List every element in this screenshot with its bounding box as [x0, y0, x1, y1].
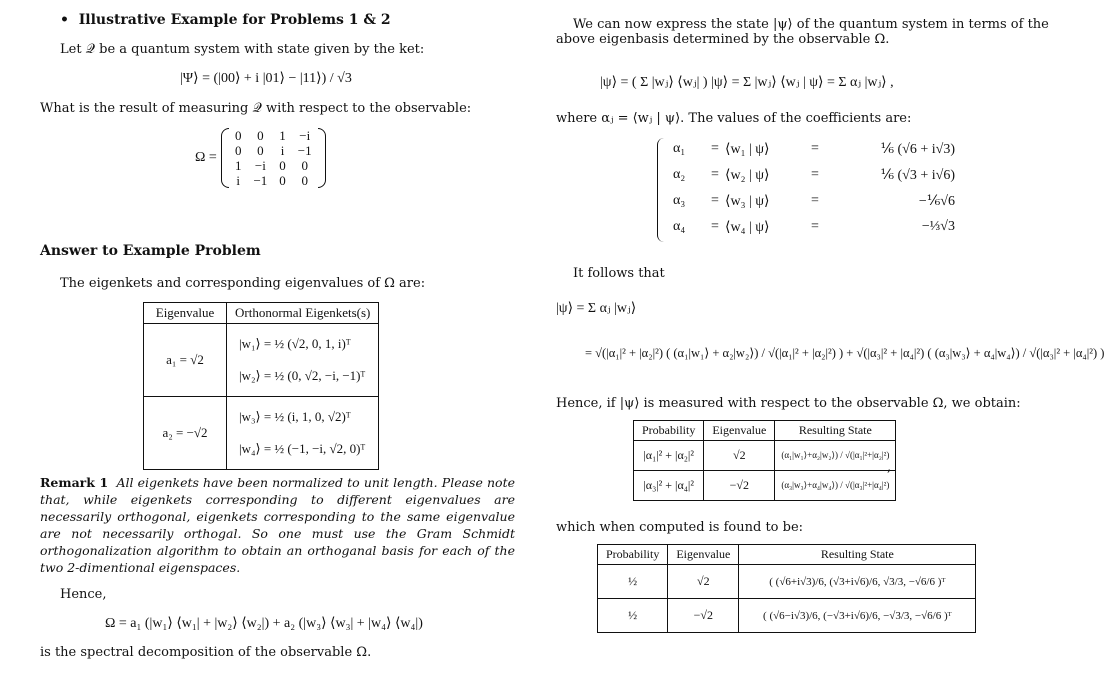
eigenket: |w₃⟩ = ½ (i, 1, 0, √2)ᵀ	[239, 409, 351, 424]
trailing-comma: ,	[887, 460, 892, 475]
probability-cell: |α₁|² + |α₂|²	[634, 441, 704, 471]
coefficient-row	[673, 162, 973, 188]
matrix-entry: −1	[297, 143, 312, 158]
coefficient-value: ⅙ (√6 + i√3)	[880, 141, 955, 157]
eigenvalue-cell: −√2	[704, 471, 775, 501]
eigen-table-header: Eigenvalue	[144, 303, 227, 324]
coefficient-value: ⅙ (√3 + i√6)	[880, 167, 955, 183]
remark-label: Remark 1	[40, 475, 109, 490]
matrix-entry: 1	[234, 158, 242, 173]
eigenvalue-cell: a₁ = √2	[144, 324, 227, 397]
expansion-equation	[600, 60, 894, 104]
eigenvalue-cell: −√2	[668, 599, 739, 633]
answer-heading: Answer to Example Problem	[40, 243, 261, 259]
table-row	[634, 471, 896, 501]
hence-line: Hence, if |ψ⟩ is measured with respect to the observable Ω, we obtain:	[556, 396, 1021, 411]
omega-matrix	[221, 128, 326, 188]
equals-sign: =	[811, 219, 819, 234]
state-equation: |Ψ⟩ = (|00⟩ + i |01⟩ − |11⟩) / √3	[180, 71, 352, 86]
computed-text: which when computed is found to be:	[556, 520, 804, 535]
matrix-entry: 0	[257, 128, 264, 143]
eigenket: |w₁⟩ = ½ (√2, 0, 1, i)ᵀ	[239, 336, 351, 351]
matrix-entry: 1	[279, 128, 286, 143]
expansion-text: |ψ⟩ = ( Σ |wⱼ⟩ ⟨wⱼ| ) |ψ⟩ = Σ |wⱼ⟩ ⟨wⱼ | ψ⟩ = Σ αⱼ |wⱼ⟩ ,	[600, 74, 894, 90]
psi-sum-equation: |ψ⟩ = Σ αⱼ |wⱼ⟩	[556, 301, 637, 316]
section-heading	[60, 12, 391, 28]
coefficient-value: −⅙√6	[918, 193, 955, 209]
where-text: where αⱼ = ⟨wⱼ | ψ⟩. The values of the coefficients are:	[556, 111, 912, 126]
state-cell: ( (√6−i√3)/6, (−√3+i√6)/6, −√3/3, −√6/6 )ᵀ	[739, 599, 976, 633]
equals-sign: =	[711, 167, 719, 182]
eigenket: |w₄⟩ = ½ (−1, −i, √2, 0)ᵀ	[239, 441, 366, 456]
table-row	[634, 441, 896, 471]
eigenvalue-cell: a₂ = −√2	[144, 397, 227, 470]
eigenkets-cell	[227, 397, 379, 470]
coefficient-value: −⅓√3	[921, 219, 955, 234]
question-text: What is the result of measuring 𝒬 with respect to the observable:	[40, 101, 472, 116]
equals-sign: =	[711, 193, 719, 208]
hence-text: Hence,	[60, 587, 107, 602]
omega-label: Ω =	[195, 150, 217, 165]
probability-cell: ½	[598, 565, 668, 599]
equals-sign: =	[811, 193, 819, 208]
matrix-entry: 0	[279, 158, 286, 173]
table-row	[144, 397, 379, 470]
equals-sign: =	[811, 167, 819, 182]
matrix-entry: i	[236, 173, 241, 188]
coefficient-row	[673, 188, 973, 214]
equals-sign: =	[711, 141, 719, 156]
probability-cell: |α₃|² + |α₄|²	[634, 471, 704, 501]
state-cell: (α₃|w₃⟩+α₄|w₄⟩) / √(|α₃|²+|α₄|²)	[775, 471, 896, 501]
eigen-intro: The eigenkets and corresponding eigenvalues of Ω are:	[60, 276, 426, 291]
bullet: •	[60, 12, 69, 28]
matrix-entry: 0	[301, 158, 308, 173]
eigenket: |w₂⟩ = ½ (0, √2, −i, −1)ᵀ	[239, 368, 366, 383]
eigen-table	[143, 302, 379, 470]
coefficient-lhs: α₄	[673, 219, 686, 234]
omega-definition	[195, 128, 326, 188]
matrix-entry: −i	[299, 128, 311, 143]
matrix-entry: −1	[253, 173, 268, 188]
result-table-numeric	[597, 544, 976, 633]
table-row	[598, 599, 976, 633]
paragraph-line: above eigenbasis determined by the observable Ω.	[556, 32, 890, 47]
table-header: Eigenvalue	[704, 421, 775, 441]
coefficient-inner-product: ⟨w₃ | ψ⟩	[725, 193, 770, 209]
matrix-entry: 0	[301, 173, 308, 188]
coefficient-row	[673, 214, 973, 240]
coefficients-system	[673, 136, 973, 240]
eigen-table-header: Orthonormal Eigenkets(s)	[227, 303, 379, 324]
paragraph-line: We can now express the state |ψ⟩ of the quantum system in terms of the	[573, 17, 1049, 32]
table-header: Resulting State	[775, 421, 896, 441]
eigenkets-cell	[227, 324, 379, 397]
matrix-entry: 0	[279, 173, 286, 188]
matrix-entry: −i	[254, 158, 266, 173]
probability-cell: ½	[598, 599, 668, 633]
coefficient-row	[673, 136, 973, 162]
heading-text: Illustrative Example for Problems 1 & 2	[78, 12, 391, 28]
matrix-entry: i	[280, 143, 285, 158]
coefficient-lhs: α₂	[673, 167, 686, 182]
conclusion-text: is the spectral decomposition of the observable Ω.	[40, 645, 372, 660]
table-header: Eigenvalue	[668, 545, 739, 565]
left-brace	[657, 138, 664, 242]
eigenvalue-cell: √2	[704, 441, 775, 471]
equals-sign: =	[811, 141, 819, 156]
table-header: Resulting State	[739, 545, 976, 565]
table-row	[598, 565, 976, 599]
matrix-entry: 0	[234, 128, 242, 143]
table-header: Probability	[634, 421, 704, 441]
matrix-entry: 0	[234, 143, 242, 158]
coefficient-lhs: α₃	[673, 193, 686, 208]
equals-sign: =	[711, 219, 719, 234]
table-header: Probability	[598, 545, 668, 565]
coefficient-lhs: α₁	[673, 141, 686, 156]
coefficient-inner-product: ⟨w₂ | ψ⟩	[725, 167, 770, 183]
eigenvalue-cell: √2	[668, 565, 739, 599]
spectral-equation: Ω = a₁ (|w₁⟩ ⟨w₁| + |w₂⟩ ⟨w₂|) + a₂ (|w₃⟩ ⟨w₃| + |w₄⟩ ⟨w₄|)	[105, 616, 423, 631]
state-cell: ( (√6+i√3)/6, (√3+i√6)/6, √3/3, −√6/6 )ᵀ	[739, 565, 976, 599]
remark-paragraph	[40, 474, 515, 576]
coefficient-inner-product: ⟨w₁ | ψ⟩	[725, 141, 770, 157]
intro-text: Let 𝒬 be a quantum system with state given by the ket:	[60, 42, 425, 57]
remark-text: All eigenkets have been normalized to unit length. Please note that, while eigenkets corresponding to different eigenvalues are necessarily orthogonal, eigenkets corresponding to the same eigenvalue are not necessarily orthogal. So one must use the Gram Schmidt orthogonalization algorithm to obtain an orthoganal basis for each of the two 2-dimentional eigenspaces.	[40, 475, 516, 575]
matrix-entry: 0	[257, 143, 264, 158]
coefficient-inner-product: ⟨w₄ | ψ⟩	[725, 219, 770, 235]
psi-decomposition: = √(|α₁|² + |α₂|²) ( (α₁|w₁⟩ + α₂|w₂⟩) / √(|α₁|² + |α₂|²) ) + √(|α₃|² + |α₄|²) ( (α₃|w₃⟩ + α₄|w₄⟩) / √(|α₃|² + |α₄|²) )	[585, 346, 1104, 360]
result-table-symbolic	[633, 420, 896, 501]
state-cell: (α₁|w₁⟩+α₂|w₂⟩) / √(|α₁|²+|α₂|²)	[775, 441, 896, 471]
follows-text: It follows that	[573, 266, 665, 281]
table-row	[144, 324, 379, 397]
